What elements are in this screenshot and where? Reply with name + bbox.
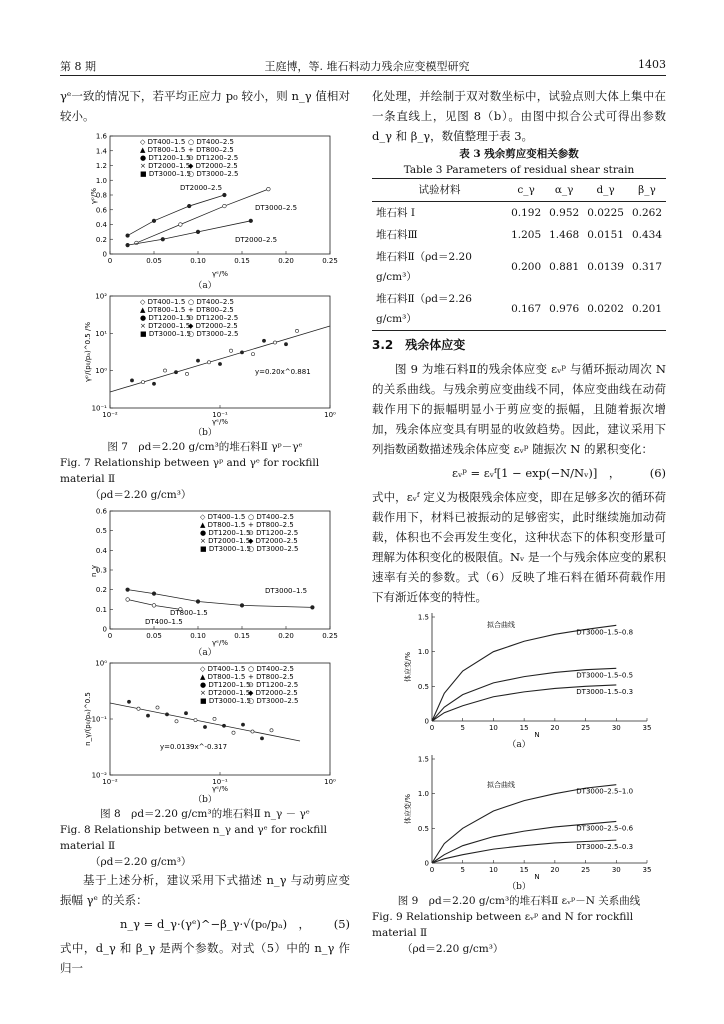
- x-tick-label: 20: [550, 724, 560, 732]
- legend-entry: ◇ DT400–1.5: [200, 513, 246, 521]
- y-tick-label: 1.5: [417, 613, 429, 622]
- table-cell: 0.0151: [587, 229, 624, 241]
- table-cell: 1.205: [511, 229, 542, 241]
- x-axis-label: γᵉ/%: [211, 270, 229, 278]
- page-header: [60, 58, 666, 74]
- data-point: [184, 712, 187, 715]
- legend-entry: ⊙ DT1200–2.5: [248, 681, 299, 689]
- table-header: β_γ: [628, 179, 666, 202]
- legend-entry: ○ DT400–2.5: [188, 298, 234, 306]
- legend-entry: ■ DT3000–1.5: [200, 697, 251, 705]
- paragraph: 式中，d_γ 和 β_γ 是两个参数。对式（5）中的 n_γ 作归一: [60, 941, 350, 975]
- paragraph: 式中，εᵥᶠ 定义为极限残余体应变，即在足够多次的循环荷载作用下，材料已被振动的足够密实，此时继续施加动荷载，体积也不会再发生变化，这种状态下的体积变形量可理解为体积变化的极限值。Nᵥ 是一个与残余体应变的累积速率有关的参数。式（6）反映了堆石料在循环荷载作用下有渐近体变的特性。: [372, 490, 666, 604]
- data-point: [196, 230, 200, 234]
- y-tick-label: 0: [102, 250, 107, 259]
- x-tick-label: 0: [429, 724, 435, 732]
- x-tick-label: 10⁰: [324, 778, 336, 786]
- y-tick-label: 1.0: [417, 790, 429, 799]
- data-point: [270, 729, 273, 732]
- y-tick-label: 10⁰: [95, 367, 107, 376]
- x-tick-label: 10⁻¹: [212, 411, 228, 419]
- table-row: [372, 288, 666, 331]
- y-tick-label: 0.1: [95, 605, 107, 614]
- data-point: [179, 223, 183, 227]
- x-tick-label: 0.25: [322, 257, 338, 265]
- table-cell: 0.0202: [583, 288, 628, 331]
- x-tick-label: 0.05: [146, 632, 162, 640]
- table-cell: 0.434: [631, 229, 662, 241]
- data-point: [251, 353, 254, 356]
- data-point: [207, 361, 210, 364]
- x-tick-label: 30: [611, 866, 621, 874]
- curve-label: DT2000–2.5: [180, 184, 223, 192]
- x-tick-label: 0.10: [190, 257, 206, 265]
- equation-number: (6): [649, 466, 666, 480]
- data-point: [240, 351, 243, 354]
- curve-label: DT2000–2.5: [235, 236, 278, 244]
- figure-caption-cn: 图 8 ρd＝2.20 g/cm³的堆石料Ⅱ n_γ － γᵉ: [100, 808, 310, 820]
- legend-entry: ■ DT3000–1.5: [140, 330, 191, 338]
- table-cell: 0.262: [631, 207, 662, 219]
- equation-5: [60, 914, 350, 934]
- figure-caption-en: （ρd＝2.20 g/cm³）: [90, 489, 192, 501]
- legend-entry: ⊙ DT1200–2.5: [188, 314, 239, 322]
- table-cell: 0.201: [628, 288, 666, 331]
- legend-entry: ○ DT3000–2.5: [248, 545, 299, 553]
- legend-entry: ○ DT3000–2.5: [188, 330, 239, 338]
- section-heading: 3.2 残余体应变: [372, 338, 466, 352]
- data-point: [284, 343, 287, 346]
- table-cell: 0.0225: [587, 207, 624, 219]
- paragraph: γᵉ一致的情况下，若平均正应力 p₀ 较小，则 n_γ 值相对较小。: [60, 89, 350, 123]
- y-tick-label: 0: [424, 859, 429, 868]
- data-point: [273, 341, 276, 344]
- data-point: [152, 382, 155, 385]
- page-number: 1403: [638, 58, 666, 71]
- paragraph: 基于上述分析，建议采用下式描述 n_γ 与动剪应变振幅 γᵉ 的关系：: [60, 873, 350, 907]
- x-tick-label: 20: [550, 866, 560, 874]
- table-header: α_γ: [545, 179, 583, 202]
- data-point: [126, 588, 130, 592]
- data-point: [196, 600, 200, 604]
- paragraph: 图 9 为堆石料Ⅱ的残余体应变 εᵥᵖ 与循环振动周次 N 的关系曲线。与残余剪应变曲线不同，体应变曲线在动荷载作用下的振幅明显小于剪应变的振幅，且随着振次增加，残余体应变具有明显的收敛趋势。因此，建议采用下列指数函数描述残余体应变 εᵥᵖ 随振次 N 的累积变化：: [372, 362, 666, 456]
- fit-equation: y=0.20x^0.881: [255, 368, 311, 376]
- legend-entry: ◆ DT2000–2.5: [188, 322, 238, 330]
- figure-caption-en: Fig. 7 Relationship between γᵖ and γᵉ for rockfill material Ⅱ: [60, 457, 320, 485]
- data-point: [126, 598, 130, 602]
- legend-entry: ◇ DT400–1.5: [200, 665, 246, 673]
- legend-entry: + DT800–2.5: [188, 146, 234, 154]
- fit-legend: 拟合曲线: [487, 621, 515, 629]
- subfig-label: （a）: [193, 648, 217, 658]
- fig9b-chart: [372, 751, 666, 881]
- y-tick-label: 10⁻²: [91, 771, 107, 780]
- table-cell: 0.200: [511, 261, 542, 273]
- y-tick-label: 10⁰: [95, 659, 107, 668]
- data-point: [295, 329, 298, 332]
- legend-entry: ○ DT400–2.5: [248, 665, 294, 673]
- table-row: [372, 246, 666, 288]
- equation-body: εᵥᵖ = εᵥᶠ[1 − exp(−N/Nᵥ)] ，: [452, 466, 621, 480]
- data-point: [196, 359, 199, 362]
- x-tick-label: 0.15: [234, 632, 250, 640]
- data-point: [223, 204, 227, 208]
- data-point: [152, 592, 156, 596]
- x-axis-label: N: [534, 873, 540, 881]
- data-point: [175, 720, 178, 723]
- subfig-label: （a）: [507, 740, 531, 750]
- data-point: [311, 606, 315, 610]
- data-point: [249, 219, 253, 223]
- data-point: [127, 700, 130, 703]
- table-cell: 0.976: [545, 288, 583, 331]
- data-point: [267, 187, 271, 191]
- y-tick-label: 0.2: [95, 586, 107, 595]
- left-column: [60, 86, 350, 978]
- subfig-label: （a）: [193, 281, 217, 291]
- y-tick-label: 1.0: [95, 176, 107, 185]
- issue-label: 第 8 期: [60, 60, 96, 73]
- figure-caption-en: Fig. 9 Relationship between εᵥᵖ and N for rockfill material Ⅱ: [372, 911, 634, 939]
- y-tick-label: 0.6: [95, 507, 107, 516]
- table-header: c_γ: [507, 179, 545, 202]
- legend-entry: + DT800–2.5: [248, 521, 294, 529]
- data-point: [229, 349, 232, 352]
- data-point: [241, 723, 244, 726]
- data-point: [251, 730, 254, 733]
- x-tick-label: 10⁻²: [102, 778, 118, 786]
- data-point: [165, 713, 168, 716]
- legend-entry: × DT2000–1.5: [200, 537, 251, 545]
- data-point: [213, 717, 216, 720]
- y-tick-label: 0.5: [417, 824, 429, 833]
- data-point: [146, 714, 149, 717]
- curve-label: DT400–1.5: [145, 618, 183, 626]
- subfig-label: （b）: [193, 428, 217, 438]
- legend-entry: ● DT1200–1.5: [140, 154, 191, 162]
- table-cell: 0.167: [507, 288, 545, 331]
- data-point: [163, 369, 166, 372]
- legend-entry: ● DT1200–1.5: [200, 529, 251, 537]
- table-row: [372, 202, 666, 225]
- legend-entry: ○ DT400–2.5: [248, 513, 294, 521]
- curve-label: DT3000–2.5: [255, 204, 298, 212]
- data-point: [260, 737, 263, 740]
- y-tick-label: 1.6: [95, 132, 107, 141]
- y-tick-label: 0.8: [95, 191, 107, 200]
- fig7b-chart: [60, 292, 350, 427]
- legend-entry: ◆ DT2000–2.5: [248, 689, 298, 697]
- y-tick-label: 10²: [95, 292, 107, 301]
- legend-entry: ● DT1200–1.5: [140, 314, 191, 322]
- x-tick-label: 0.25: [322, 632, 338, 640]
- y-tick-label: 1.2: [95, 162, 107, 170]
- legend-entry: ▲ DT800–1.5: [200, 521, 246, 529]
- table-row: [372, 224, 666, 246]
- data-point: [174, 371, 177, 374]
- y-axis-label: n_γ/(p₀/pₐ)^0.5: [84, 692, 92, 746]
- data-point: [156, 706, 159, 709]
- series-line: [136, 189, 268, 243]
- data-point: [161, 237, 165, 241]
- y-tick-label: 0.6: [95, 206, 107, 215]
- data-point: [137, 707, 140, 710]
- table-title-cn: 表 3 残余剪应变相关参数: [459, 148, 579, 160]
- legend-entry: ▲ DT800–1.5: [200, 673, 246, 681]
- figure-caption-cn: 图 7 ρd＝2.20 g/cm³的堆石料Ⅱ γᵖ－γᵉ: [107, 441, 303, 453]
- y-tick-label: 1.0: [417, 648, 429, 657]
- y-tick-label: 1.5: [417, 755, 429, 764]
- figure-caption-en: （ρd＝2.20 g/cm³）: [402, 943, 504, 955]
- data-point: [130, 379, 133, 382]
- y-tick-label: 10⁻¹: [91, 404, 107, 413]
- x-tick-label: 0: [429, 866, 435, 874]
- legend-entry: ⊙ DT1200–2.5: [188, 154, 239, 162]
- y-axis-label: 体应变/%: [404, 793, 412, 825]
- legend-entry: ● DT1200–1.5: [200, 681, 251, 689]
- y-axis-label: n_γ: [90, 564, 98, 578]
- fig8b-chart: [60, 659, 350, 794]
- legend-entry: ○ DT400–2.5: [188, 138, 234, 146]
- x-axis-label: γᵉ/%: [211, 418, 229, 426]
- x-tick-label: 15: [519, 866, 529, 874]
- figure-caption-en: Fig. 8 Relationship between n_γ and γᵉ for rockfill material Ⅱ: [60, 824, 327, 852]
- legend-entry: ■ DT3000–1.5: [140, 170, 191, 178]
- table-cell: 堆石料Ⅱ（ρd＝2.20 g/cm³）: [376, 251, 472, 283]
- legend-entry: ▲ DT800–1.5: [140, 306, 186, 314]
- legend-entry: + DT800–2.5: [248, 673, 294, 681]
- x-axis-label: γᵉ/%: [211, 785, 229, 793]
- table-cell: 堆石料 Ⅰ: [376, 207, 415, 219]
- y-tick-label: 0.4: [95, 221, 107, 229]
- figure-caption-cn: 图 9 ρd＝2.20 g/cm³的堆石料Ⅱ εᵥᵖ－N 关系曲线: [397, 895, 641, 907]
- y-tick-label: 0.3: [95, 566, 107, 575]
- x-tick-label: 10: [488, 866, 498, 874]
- series-line: [128, 221, 251, 245]
- curve-label: DT3000–2.5–0.3: [576, 843, 634, 852]
- subfig-label: （b）: [193, 795, 217, 805]
- curve-label: DT3000–2.5–1.0: [576, 787, 634, 796]
- y-axis-label: 体应变/%: [404, 651, 412, 683]
- data-point: [126, 243, 130, 247]
- legend-entry: × DT2000–1.5: [140, 162, 191, 170]
- table-cell: 0.952: [549, 207, 580, 219]
- legend-entry: × DT2000–1.5: [140, 322, 191, 330]
- y-tick-label: 0.5: [417, 682, 429, 691]
- y-axis-label: γᵖ/%: [90, 187, 98, 205]
- data-point: [194, 719, 197, 722]
- table-cell: 堆石料Ⅲ: [376, 229, 418, 241]
- subfig-label: （b）: [507, 882, 531, 892]
- curve-label: DT3000–1.5–0.8: [576, 628, 634, 637]
- fit-legend: 拟合曲线: [487, 781, 515, 789]
- legend-entry: ○ DT3000–2.5: [188, 170, 239, 178]
- curve-label: DT3000–1.5–0.3: [576, 687, 634, 696]
- data-point: [152, 219, 156, 223]
- curve-label: DT3000–1.5: [265, 587, 308, 595]
- data-point: [222, 724, 225, 727]
- table-3: [372, 178, 666, 331]
- x-tick-label: 35: [642, 866, 652, 874]
- data-point: [126, 234, 130, 238]
- table-cell: 0.0139: [587, 261, 624, 273]
- y-tick-label: 0: [102, 625, 107, 634]
- data-point: [203, 725, 206, 728]
- x-tick-label: 0.10: [190, 632, 206, 640]
- legend-entry: ▲ DT800–1.5: [140, 146, 186, 154]
- x-tick-label: 0.20: [278, 257, 294, 265]
- legend-entry: ○ DT3000–2.5: [248, 697, 299, 705]
- y-tick-label: 0.4: [95, 546, 107, 555]
- y-tick-label: 0: [424, 717, 429, 726]
- y-tick-label: 10¹: [95, 329, 107, 338]
- y-tick-label: 1.4: [95, 147, 107, 156]
- table-cell: 0.317: [631, 261, 662, 273]
- x-tick-label: 10: [488, 724, 498, 732]
- legend-entry: ◆ DT2000–2.5: [248, 537, 298, 545]
- y-tick-label: 0.2: [95, 235, 107, 244]
- y-tick-label: 0.5: [95, 527, 107, 536]
- fig8a-chart: [60, 507, 350, 647]
- equation-body: n_γ = d_γ·(γᵉ)^−β_γ·√(p₀/pₐ) ，: [120, 917, 311, 931]
- running-title: 王庭博，等. 堆石料动力残余应变模型研究: [264, 60, 470, 73]
- x-tick-label: 5: [460, 866, 465, 874]
- curve-label: DT3000–2.5–0.6: [576, 824, 634, 833]
- x-tick-label: 0: [107, 257, 113, 265]
- x-tick-label: 0.05: [146, 257, 162, 265]
- fig9a-chart: [372, 609, 666, 739]
- table-header: d_γ: [583, 179, 628, 202]
- table-cell: 0.881: [549, 261, 580, 273]
- x-axis-label: γᵉ/%: [211, 639, 229, 647]
- legend-entry: ◇ DT400–1.5: [140, 138, 186, 146]
- data-point: [223, 193, 227, 197]
- legend-entry: ⊙ DT1200–2.5: [248, 529, 299, 537]
- x-tick-label: 0: [107, 632, 113, 640]
- legend-entry: ◇ DT400–1.5: [140, 298, 186, 306]
- x-tick-label: 5: [460, 724, 465, 732]
- table-header: 试验材料: [372, 179, 507, 202]
- table-cell: 0.192: [511, 207, 542, 219]
- equation-6: [372, 463, 666, 483]
- data-point: [240, 604, 244, 608]
- equation-number: (5): [333, 917, 350, 931]
- legend-entry: ■ DT3000–1.5: [200, 545, 251, 553]
- x-tick-label: 15: [519, 724, 529, 732]
- x-tick-label: 10⁻¹: [212, 778, 228, 786]
- right-column: [372, 86, 666, 957]
- data-point: [141, 381, 144, 384]
- x-tick-label: 35: [642, 724, 652, 732]
- data-point: [218, 362, 221, 365]
- x-tick-label: 10⁰: [324, 411, 336, 419]
- table-cell: 堆石料Ⅱ（ρd＝2.26 g/cm³）: [372, 288, 507, 331]
- x-tick-label: 25: [581, 866, 591, 874]
- y-axis-label: γᵖ/(p₀/pₐ)^0.5 /%: [84, 322, 92, 382]
- legend-entry: × DT2000–1.5: [200, 689, 251, 697]
- table-title-en: Table 3 Parameters of residual shear strain: [403, 164, 635, 176]
- x-tick-label: 30: [611, 724, 621, 732]
- data-point: [262, 339, 265, 342]
- table-cell: 1.468: [549, 229, 580, 241]
- legend-entry: + DT800–2.5: [188, 306, 234, 314]
- x-tick-label: 0.15: [234, 257, 250, 265]
- data-point: [152, 604, 156, 608]
- figure-caption-en: （ρd＝2.20 g/cm³）: [90, 856, 192, 868]
- x-axis-label: N: [534, 731, 540, 739]
- paragraph: 化处理，并绘制于双对数坐标中，试验点则大体上集中在一条直线上，见图 8（b）。由图中拟合公式可得出参数 d_γ 和 β_γ，数值整理于表 3。: [372, 89, 666, 143]
- data-point: [232, 731, 235, 734]
- header-rule: [60, 75, 666, 76]
- data-point: [187, 204, 191, 208]
- x-tick-label: 0.20: [278, 632, 294, 640]
- x-tick-label: 10⁻²: [102, 411, 118, 419]
- data-point: [185, 372, 188, 375]
- curve-label: DT800–1.5: [170, 609, 208, 617]
- fig7a-chart: [60, 130, 350, 280]
- legend-entry: ◆ DT2000–2.5: [188, 162, 238, 170]
- x-tick-label: 25: [581, 724, 591, 732]
- curve-label: DT3000–1.5–0.5: [576, 671, 634, 680]
- fit-equation: y=0.0139x^-0.317: [160, 743, 228, 751]
- y-tick-label: 10⁻¹: [91, 715, 107, 724]
